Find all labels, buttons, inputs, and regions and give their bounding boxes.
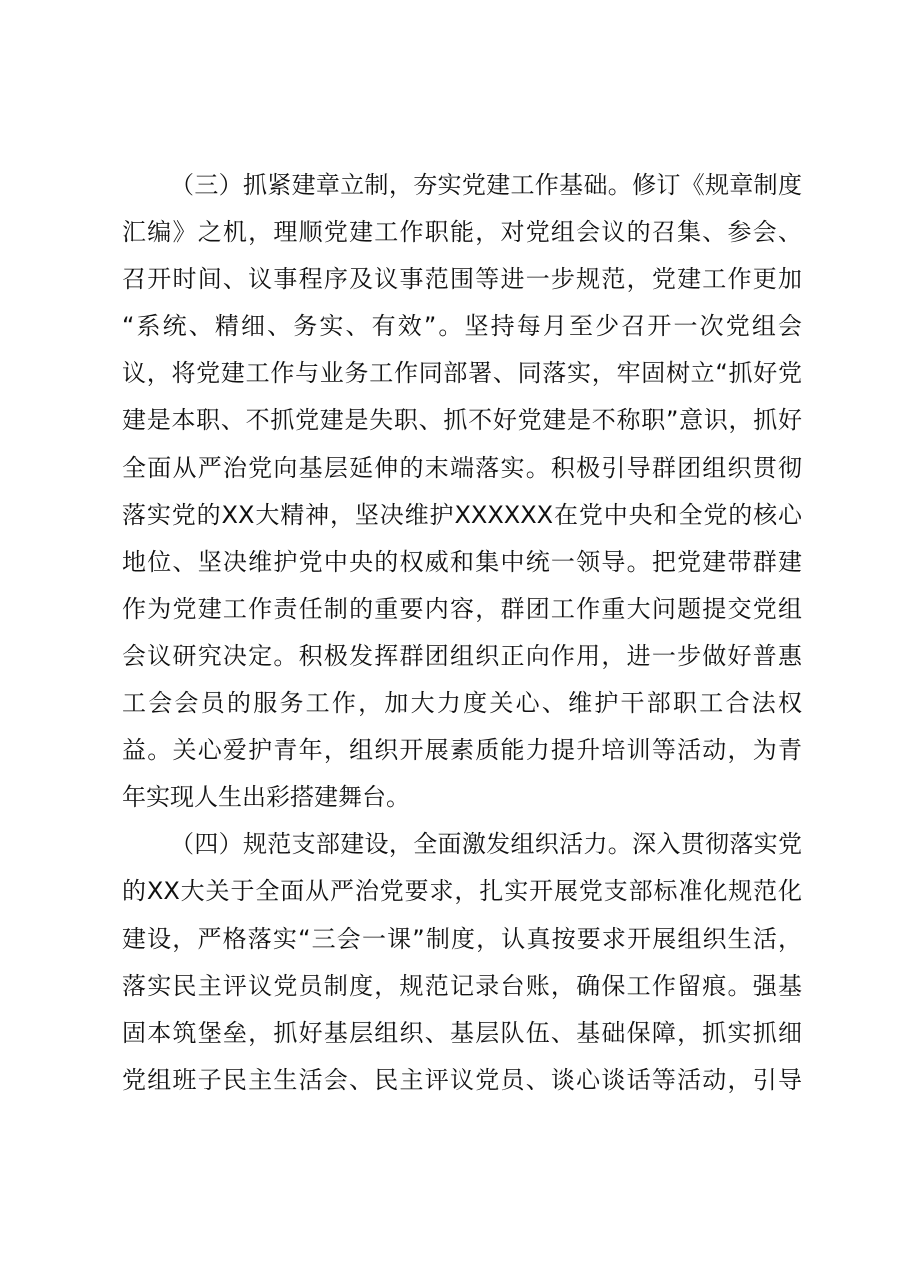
paragraph-line: 全面从严治党向基层延伸的末端落实。积极引导群团组织贯彻 xyxy=(122,453,802,482)
paragraph-line: （四）规范支部建设，全面激发组织活力。深入贯彻落实党 xyxy=(170,830,802,859)
paragraph-line: 会议研究决定。积极发挥群团组织正向作用，进一步做好普惠 xyxy=(122,641,802,670)
document-body xyxy=(122,162,802,1104)
paragraph-3 xyxy=(122,162,802,821)
paragraph-line: 落实党的XX大精神，坚决维护XXXXXX在党中央和全党的核心 xyxy=(122,500,802,529)
paragraph-line: 年实现人生出彩搭建舞台。 xyxy=(122,783,410,812)
paragraph-line: （三）抓紧建章立制，夯实党建工作基础。修订《规章制度 xyxy=(170,171,802,199)
paragraph-line: 地位、坚决维护党中央的权威和集中统一领导。把党建带群建 xyxy=(122,547,802,576)
paragraph-line: 建设，严格落实“三会一课”制度，认真按要求开展组织生活， xyxy=(122,924,802,953)
paragraph-line: 工会会员的服务工作，加大力度关心、维护干部职工合法权 xyxy=(122,689,802,718)
paragraph-line: 落实民主评议党员制度，规范记录台账，确保工作留痕。强基 xyxy=(122,971,802,1000)
paragraph-line: 益。关心爱护青年，组织开展素质能力提升培训等活动，为青 xyxy=(122,736,802,765)
paragraph-line: 召开时间、议事程序及议事范围等进一步规范，党建工作更加 xyxy=(122,265,802,294)
paragraph-line: 议，将党建工作与业务工作同部署、同落实，牢固树立“抓好党 xyxy=(122,359,802,388)
paragraph-line: 党组班子民主生活会、民主评议党员、谈心谈话等活动，引导 xyxy=(122,1065,802,1094)
paragraph-line: 固本筑堡垒，抓好基层组织、基层队伍、基础保障，抓实抓细 xyxy=(122,1018,802,1047)
paragraph-line: 的XX大关于全面从严治党要求，扎实开展党支部标准化规范化 xyxy=(122,877,802,906)
paragraph-line: 汇编》之机，理顺党建工作职能，对党组会议的召集、参会、 xyxy=(122,218,802,247)
paragraph-line: 作为党建工作责任制的重要内容，群团工作重大问题提交党组 xyxy=(122,594,802,623)
paragraph-line: “系统、精细、务实、有效”。坚持每月至少召开一次党组会 xyxy=(122,312,802,341)
paragraph-line: 建是本职、不抓党建是失职、抓不好党建是不称职”意识，抓好 xyxy=(122,406,802,435)
paragraph-4 xyxy=(122,821,802,1104)
